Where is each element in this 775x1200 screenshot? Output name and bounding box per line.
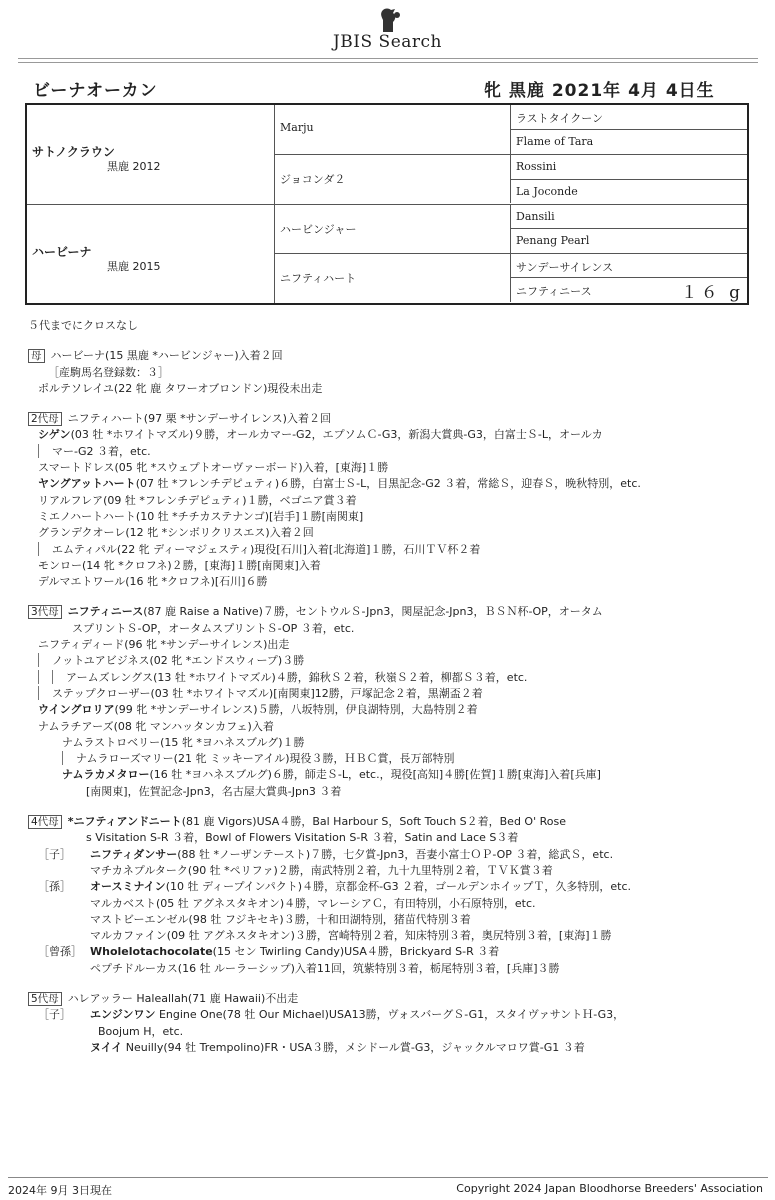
generation-tag: 5代母 bbox=[28, 992, 62, 1006]
line-text: マチカネプルターク(90 牡 *ペリファ)２勝，南武特別２着，九十九里特別２着，ＴＶＫ賞３着 bbox=[90, 863, 553, 877]
line-text: (99 牝 *サンデーサイレンス)５勝，八坂特別，伊良湖特別，大島特別２着 bbox=[114, 703, 478, 717]
line-text: ニフティディード(96 牝 *サンデーサイレンス)出走 bbox=[38, 638, 290, 652]
family-line bbox=[28, 879, 748, 895]
family-line bbox=[28, 784, 748, 800]
pedigree-g2-cell bbox=[275, 204, 511, 253]
section-gap bbox=[28, 397, 748, 411]
line-text: (16 牡 *ヨハネスブルグ)６勝，師走Ｓ-L，etc.，現役[高知]４勝[佐賀]１勝[東海]入着[兵庫] bbox=[149, 768, 601, 782]
sire-name[interactable]: サトノクラウン bbox=[32, 145, 115, 159]
generation-header bbox=[28, 348, 748, 364]
pedigree-g3-cell bbox=[511, 228, 747, 252]
section-gap bbox=[28, 977, 748, 991]
header-divider bbox=[18, 58, 758, 59]
tree-connector bbox=[38, 542, 48, 556]
pedigree-g2-name[interactable]: ジョコンダ２ bbox=[280, 173, 346, 186]
family-line bbox=[28, 961, 748, 977]
pedigree-g3-cell bbox=[511, 204, 747, 228]
line-text: ナムラチアーズ(08 牝 マンハッタンカフェ)入着 bbox=[38, 719, 274, 733]
inbreed-weight: １６ g bbox=[680, 283, 743, 303]
line-text: ナムラストロベリー(15 牝 *ヨハネスブルグ)１勝 bbox=[62, 735, 305, 749]
pedigree-g3-name[interactable]: Rossini bbox=[516, 160, 557, 173]
family-line bbox=[28, 847, 748, 863]
pedigree-g3-cell bbox=[511, 277, 747, 301]
family-line bbox=[28, 365, 748, 381]
horse-link[interactable]: ニフティニース bbox=[67, 605, 144, 619]
tree-connector bbox=[38, 653, 48, 667]
tree-connector bbox=[62, 751, 72, 765]
line-text: アームズレングス(13 牡 *ホワイトマズル)４勝，錦秋Ｓ２着，秋嶺Ｓ２着，柳都Ｓ３着，etc. bbox=[66, 670, 528, 684]
pedigree-g3-name[interactable]: ニフティニース bbox=[516, 285, 592, 298]
relation-label: ［子］ bbox=[38, 847, 71, 861]
family-line bbox=[28, 912, 748, 928]
family-line bbox=[28, 863, 748, 879]
sire-sub: 黒鹿 2012 bbox=[107, 160, 161, 173]
footer-divider bbox=[8, 1177, 768, 1178]
pedigree-g2-cell bbox=[275, 253, 511, 302]
tree-connector bbox=[38, 686, 48, 700]
line-text: マルカファイン(09 牡 アグネスタキオン)３勝，宮崎特別２着，知床特別３着，奥尻特別３着，[東海]１勝 bbox=[90, 929, 612, 943]
line-text: Neuilly(94 牡 Trempolino)FR・USA３勝，メシドール賞-G3，ジャックルマロワ賞-G1 ３着 bbox=[122, 1040, 585, 1054]
generation-tag: 4代母 bbox=[28, 815, 62, 829]
footer-date: 2024年 9月 3日現在 bbox=[8, 1184, 112, 1197]
pedigree-g3-cell bbox=[511, 129, 747, 153]
pedigree-g3-name[interactable]: サンデーサイレンス bbox=[516, 261, 614, 274]
pedigree-g3-cell bbox=[511, 179, 747, 203]
dam-cell bbox=[27, 204, 275, 303]
family-line bbox=[28, 1007, 748, 1023]
family-line bbox=[28, 558, 748, 574]
line-text: (81 鹿 Vigors)USA４勝，Bal Harbour S，Soft Touch S２着，Bed O' Rose bbox=[181, 815, 566, 829]
line-text: Engine One(78 牡 Our Michael)USA13勝，ヴォスバーグＳ-G1，スタイヴァサントＨ-G3， bbox=[155, 1008, 625, 1022]
family-line bbox=[28, 686, 748, 702]
horse-link[interactable]: ナムラカメタロー bbox=[62, 768, 150, 782]
line-text: ［産駒馬名登録数：３］ bbox=[48, 365, 169, 379]
pedigree-g3-cell bbox=[511, 105, 747, 129]
section-gap bbox=[28, 590, 748, 604]
relation-label: ［孫］ bbox=[38, 880, 71, 894]
relation-label: ［曾孫］ bbox=[38, 945, 82, 959]
family-line bbox=[28, 574, 748, 590]
line-text: [南関東]，佐賀記念-Jpn3，名古屋大賞典-Jpn3 ３着 bbox=[86, 784, 342, 798]
cross-note: ５代までにクロスなし bbox=[28, 319, 138, 332]
family-line bbox=[28, 444, 748, 460]
sire-cell bbox=[27, 105, 275, 204]
family-line bbox=[28, 493, 748, 509]
line-text: (03 牡 *ホワイトマズル)９勝，オールカマー-G2，エプソムＣ-G3，新潟大賞典-G3，白富士Ｓ-L，オールカ bbox=[70, 428, 603, 442]
family-line bbox=[28, 653, 748, 669]
line-text: スマートドレス(05 牝 *スウェプトオーヴァーボード)入着，[東海]１勝 bbox=[38, 461, 389, 475]
family-line bbox=[28, 702, 748, 718]
family-line bbox=[28, 767, 748, 783]
family-line bbox=[28, 637, 748, 653]
tree-connector bbox=[52, 670, 62, 684]
line-text: ニフティハート(97 栗 *サンデーサイレンス)入着２回 bbox=[67, 412, 331, 426]
jbis-logo[interactable] bbox=[0, 6, 775, 52]
horse-link[interactable]: ニフティダンサー bbox=[90, 847, 178, 861]
pedigree-g2-cell bbox=[275, 154, 511, 203]
pedigree-g3-name[interactable]: Flame of Tara bbox=[516, 135, 594, 148]
line-text: (07 牡 *フレンチデピュティ)６勝，白富士Ｓ-L，目黒記念-G2 ３着，常総Ｓ，迎春Ｓ，晩秋特別，etc. bbox=[135, 477, 641, 491]
line-text: ハービーナ(15 黒鹿 *ハービンジャー)入着２回 bbox=[50, 349, 283, 363]
family-line bbox=[28, 381, 748, 397]
horse-link[interactable]: Wholelotachocolate bbox=[90, 945, 213, 959]
family-line bbox=[28, 460, 748, 476]
line-text: (88 牡 *ノーザンテースト)７勝，七夕賞-Jpn3，吾妻小富士ＯＰ-OP ３着，総武Ｓ，etc. bbox=[177, 847, 614, 861]
line-text: リアルフレア(09 牡 *フレンチデピュティ)１勝，ベゴニア賞３着 bbox=[38, 493, 357, 507]
pedigree-g3-name[interactable]: ラストタイクーン bbox=[516, 112, 604, 125]
family-line bbox=[28, 476, 748, 492]
line-text: ステップクローザー(03 牡 *ホワイトマズル)[南関東]12勝，戸塚記念２着，黒潮盃２着 bbox=[52, 686, 483, 700]
family-line bbox=[28, 542, 748, 558]
pedigree-g3-name[interactable]: Penang Pearl bbox=[516, 234, 590, 247]
family-line bbox=[28, 1040, 748, 1056]
line-text: ミエノハートハート(10 牡 *チチカステナンゴ)[岩手]１勝[南関東] bbox=[38, 509, 364, 523]
pedigree-g2-name[interactable]: ニフティハート bbox=[280, 272, 357, 285]
header-divider-2 bbox=[18, 62, 758, 63]
horse-link[interactable]: エンジンワン bbox=[90, 1008, 156, 1022]
generation-header bbox=[28, 991, 748, 1007]
horse-link[interactable]: シゲン bbox=[38, 428, 71, 442]
pedigree-g3-name[interactable]: La Joconde bbox=[516, 185, 578, 198]
horse-link[interactable]: ヤングアットハート bbox=[38, 477, 136, 491]
line-text: (87 鹿 Raise a Native)７勝，セントウルＳ-Jpn3，関屋記念-Jpn3，ＢＳＮ杯-OP，オータム bbox=[143, 605, 603, 619]
line-text: マルカベスト(05 牡 アグネスタキオン)４勝，マレーシアＣ，有田特別，小石原特別，etc. bbox=[90, 896, 536, 910]
family-line bbox=[28, 896, 748, 912]
line-text: Boojum H，etc. bbox=[98, 1024, 184, 1038]
line-text: ノットユアビジネス(02 牝 *エンドスウィープ)３勝 bbox=[52, 654, 305, 668]
horse-link[interactable]: オースミナイン bbox=[90, 880, 166, 894]
pedigree-table bbox=[25, 103, 749, 305]
pedigree-g2-name[interactable]: ハービンジャー bbox=[280, 223, 357, 236]
family-line bbox=[28, 830, 748, 846]
line-text: デルマエトワール(16 牝 *クロフネ)[石川]６勝 bbox=[38, 575, 268, 589]
family-lines bbox=[28, 348, 748, 1056]
line-text: (15 セン Twirling Candy)USA４勝，Brickyard S-R ３着 bbox=[212, 945, 500, 959]
family-line bbox=[28, 1024, 748, 1040]
line-text: モンロー(14 牝 *クロフネ)２勝，[東海]１勝[南関東]入着 bbox=[38, 558, 321, 572]
horse-head-icon bbox=[371, 6, 405, 34]
generation-header bbox=[28, 411, 748, 427]
family-line bbox=[28, 928, 748, 944]
line-text: (10 牡 ディープインパクト)４勝，京都金杯-G3 ２着，ゴールデンホイップＴ，久多特別，etc. bbox=[165, 880, 632, 894]
section-gap bbox=[28, 800, 748, 814]
family-line bbox=[28, 735, 748, 751]
pedigree-g2-name[interactable]: Marju bbox=[280, 121, 314, 134]
generation-tag: 2代母 bbox=[28, 412, 62, 426]
tree-connector bbox=[38, 670, 48, 684]
dam-sub: 黒鹿 2015 bbox=[107, 260, 161, 273]
line-text: グランデクオーレ(12 牝 *シンボリクリスエス)入着２回 bbox=[38, 526, 314, 540]
family-line bbox=[28, 751, 748, 767]
line-text: マストビーエンゼル(98 牡 フジキセキ)３勝，十和田湖特別，猪苗代特別３着 bbox=[90, 912, 471, 926]
pedigree-g3-name[interactable]: Dansili bbox=[516, 210, 555, 223]
generation-header bbox=[28, 814, 748, 830]
tree-connector bbox=[38, 444, 48, 458]
family-line bbox=[28, 621, 748, 637]
relation-label: ［子］ bbox=[38, 1008, 71, 1022]
family-line bbox=[28, 944, 748, 960]
generation-tag: 母 bbox=[28, 349, 45, 363]
family-line bbox=[28, 509, 748, 525]
logo-text: JBIS Search bbox=[332, 32, 442, 52]
pedigree-g2-cell bbox=[275, 105, 511, 154]
family-line bbox=[28, 670, 748, 686]
line-text: ペプチドルーカス(16 牡 ルーラーシップ)入着11回，筑紫特別３着，栃尾特別３着，[兵庫]３勝 bbox=[90, 961, 560, 975]
horse-name: ビーナオーカン bbox=[33, 81, 158, 101]
line-text: マー-G2 ３着，etc. bbox=[52, 444, 151, 458]
horse-link[interactable]: ヌイイ bbox=[90, 1040, 123, 1054]
horse-link[interactable]: ウイングロリア bbox=[38, 703, 115, 717]
horse-profile: 牝 黒鹿 2021年 4月 4日生 bbox=[484, 81, 715, 101]
line-text: ナムラローズマリー(21 牝 ミッキーアイル)現役３勝，ＨＢＣ賞，長万部特別 bbox=[76, 752, 455, 766]
horse-link[interactable]: *ニフティアンドニート bbox=[67, 815, 182, 829]
generation-tag: 3代母 bbox=[28, 605, 62, 619]
pedigree-g3-cell bbox=[511, 154, 747, 178]
dam-name[interactable]: ハービーナ bbox=[32, 245, 92, 259]
pedigree-g3-cell bbox=[511, 253, 747, 277]
line-text: ハレアッラー Haleallah(71 鹿 Hawaii)不出走 bbox=[67, 991, 299, 1005]
footer-copyright: Copyright 2024 Japan Bloodhorse Breeders' Association bbox=[456, 1182, 763, 1195]
family-line bbox=[28, 525, 748, 541]
line-text: エムティパル(22 牝 ディーマジェスティ)現役[石川]入着[北海道]１勝，石川ＴＶ杯２着 bbox=[52, 542, 481, 556]
line-text: s Visitation S-R ３着，Bowl of Flowers Visitation S-R ３着，Satin and Lace S３着 bbox=[86, 831, 519, 845]
generation-header bbox=[28, 604, 748, 620]
family-content bbox=[28, 318, 748, 1056]
family-line bbox=[28, 719, 748, 735]
line-text: ポルテソレイユ(22 牝 鹿 タワーオブロンドン)現役未出走 bbox=[38, 381, 323, 395]
family-line bbox=[28, 427, 748, 443]
line-text: スプリントＳ-OP，オータムスプリントＳ-OP ３着，etc. bbox=[72, 621, 355, 635]
